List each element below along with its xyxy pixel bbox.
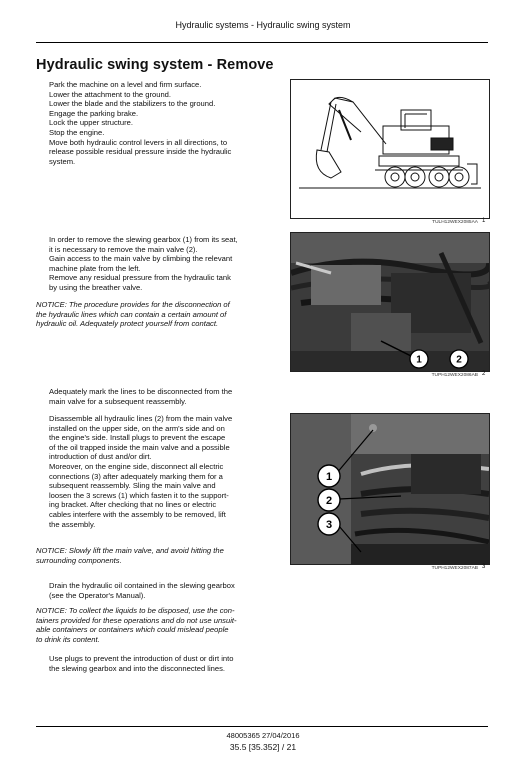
text-line: Disassemble all hydraulic lines (2) from the main valve <box>49 414 233 423</box>
text-line: the engine's side. Install plugs to prevent the escape <box>49 433 226 443</box>
footer-docref: 48005365 27/04/2016 <box>226 731 300 740</box>
text-line: the slewing gearbox and into the disconnected lines. <box>49 663 226 673</box>
callout-2: 2 <box>325 495 333 507</box>
text-line: release possible residual pressure inside the hydraulic <box>49 147 232 157</box>
text-line: cables interfere with the assembly to be removed, lift <box>49 509 226 519</box>
step-5-text <box>49 581 235 600</box>
notice-line: to drink its content. <box>36 634 100 644</box>
hydraulic-lines-photo <box>291 414 489 564</box>
footer-page-number: 35.5 [35.352] / 21 <box>229 742 297 752</box>
text-line: introduction of dust and/or dirt. <box>49 452 152 462</box>
text-line: by using the breather valve. <box>49 282 143 292</box>
figure-2-caption: TUPH12WEX2086AB <box>431 373 478 378</box>
notice-line: tainers provided for these operations and do not use unsuit- <box>36 615 237 625</box>
step-1-text <box>49 80 231 166</box>
header-rule <box>36 42 488 43</box>
text-line: Moreover, on the engine side, disconnect all electric <box>49 461 224 471</box>
step-4-text <box>49 414 232 529</box>
callout-1: 1 <box>325 471 333 483</box>
text-line: Gain access to the main valve by climbing the relevant <box>49 254 233 264</box>
text-line: it is necessary to remove the main valve (2). <box>49 244 198 254</box>
notice-line: hydraulic oil. Adequately protect yourself from contact. <box>36 319 219 329</box>
text-line: ing bracket. After checking that no lines or electric <box>49 500 217 510</box>
notice-1 <box>36 300 230 329</box>
text-line: Lower the blade and the stabilizers to the ground. <box>49 99 216 109</box>
text-line: the assembly. <box>49 519 96 529</box>
figure-1-caption: TULH12WEX2085AA <box>432 220 478 225</box>
text-line: machine plate from the left. <box>49 263 141 273</box>
text-line: of the oil trapped inside the main valve and a possible <box>49 442 230 452</box>
section-title: Hydraulic swing system - Remove <box>36 57 274 73</box>
notice-line: surrounding components. <box>36 555 122 565</box>
callout-2: 2 <box>456 354 462 366</box>
notice-line: NOTICE: Slowly lift the main valve, and avoid hitting the <box>36 546 224 555</box>
step-6-text <box>49 654 233 673</box>
text-line: Engage the parking brake. <box>49 108 139 118</box>
notice-3 <box>36 606 237 644</box>
figure-1-excavator-drawing <box>290 79 490 219</box>
text-line: Move both hydraulic control levers in all directions, to <box>49 137 228 147</box>
text-line: Park the machine on a level and firm surface. <box>49 80 202 89</box>
text-line: Lock the upper structure. <box>49 118 133 128</box>
notice-line: NOTICE: The procedure provides for the disconnection of <box>36 300 230 309</box>
text-line: installed on the upper side, on the arm's side and on <box>49 423 225 433</box>
notice-line: NOTICE: To collect the liquids to be disposed, use the con- <box>36 606 235 615</box>
text-line: (see the Operator's Manual). <box>49 590 146 600</box>
figure-2-number: 2 <box>482 371 486 377</box>
callout-1: 1 <box>416 354 422 366</box>
text-line: loosen the 3 screws (1) which fasten it to the support- <box>49 490 229 500</box>
text-line: system. <box>49 156 76 166</box>
notice-2 <box>36 546 224 565</box>
notice-line: able containers or containers which could mislead people <box>36 625 229 635</box>
text-line: Remove any residual pressure from the hydraulic tank <box>49 273 231 283</box>
text-line: In order to remove the slewing gearbox (1) from its seat, <box>49 235 238 244</box>
main-valve-photo <box>291 233 489 371</box>
excavator-illustration <box>291 80 489 218</box>
text-line: Adequately mark the lines to be disconnected from the <box>49 387 233 396</box>
running-header: Hydraulic systems - Hydraulic swing system <box>175 20 351 30</box>
callout-3: 3 <box>325 519 333 531</box>
text-line: Stop the engine. <box>49 127 105 137</box>
step-3-text <box>49 387 232 406</box>
text-line: Drain the hydraulic oil contained in the slewing gearbox <box>49 581 235 590</box>
text-line: connections (3) after adequately marking them for a <box>49 471 223 481</box>
text-line: Use plugs to prevent the introduction of dust or dirt into <box>49 654 234 663</box>
text-line: Lower the attachment to the ground. <box>49 89 172 99</box>
figure-2-main-valve-photo <box>290 232 490 372</box>
figure-3-number: 3 <box>482 564 486 570</box>
figure-3-caption: TUPH12WEX2087AB <box>431 566 478 571</box>
text-line: main valve for a subsequent reassembly. <box>49 396 187 406</box>
notice-line: the hydraulic lines which can contain a certain amount of <box>36 309 227 319</box>
step-2-text <box>49 235 238 293</box>
footer-rule <box>36 726 488 727</box>
text-line: subsequent reassembly. Sling the main valve and <box>49 481 216 491</box>
figure-1-number: 1 <box>482 218 486 224</box>
figure-3-hydraulic-lines-photo <box>290 413 490 565</box>
